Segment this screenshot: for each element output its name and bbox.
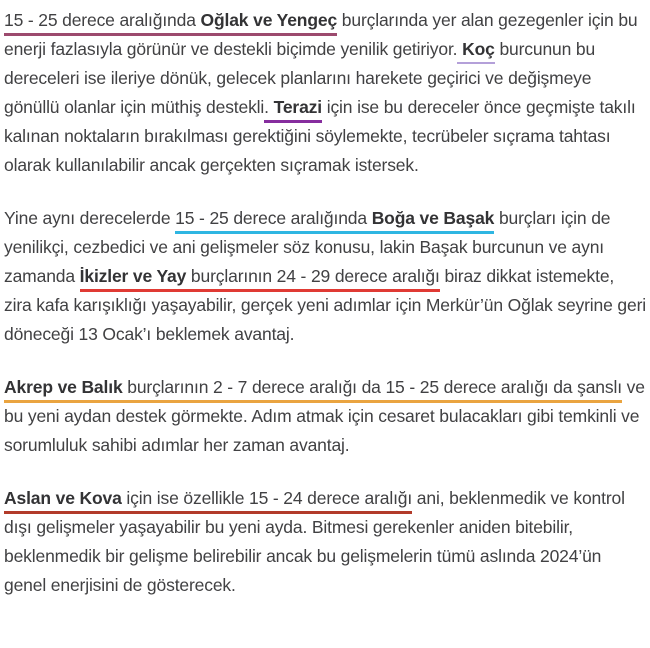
highlighted-text: burçlarının 24 - 29 derece aralığı: [186, 266, 440, 292]
article-body: [4, 6, 646, 600]
text-segment: ani, beklenmedik ve kontrol dışı gelişmeler yaşayabilir bu yeni ayda. Bitmesi gerekenler aniden bitebilir, beklenmedik bir gelişme belirebilir ancak bu gelişmelerin tümü aslında 2024’ün genel enerjisini de gösterecek.: [4, 488, 625, 595]
highlighted-text: için ise özellikle 15 - 24 derece aralığı: [122, 488, 412, 514]
highlighted-text: 15 - 25 derece aralığında: [4, 10, 201, 36]
text-segment: biraz dikkat istemekte, zira kafa karışıklığı yaşayabilir, gerçek yeni adımlar için Merkür’ün Oğlak seyrine geri döneceği 13 Ocak’ı beklemek avantaj.: [4, 266, 647, 344]
paragraph-1: [4, 6, 646, 180]
text-segment: ve bu yeni aydan destek görmekte. Adım atmak için cesaret bulacakları gibi temkinli ve sorumluluk sahibi adımlar her zaman avantaj.: [4, 377, 645, 455]
highlighted-text: burçlarının 2 - 7 derece aralığı da 15 - 25 derece aralığı da şanslı: [123, 377, 622, 403]
text-segment: Yine aynı derecelerde: [4, 208, 176, 228]
highlighted-text: 15 - 25 derece aralığında: [175, 208, 372, 234]
text-segment: için ise bu dereceler önce geçmişte takılı kalınan noktaların bırakılması gerektiğini söylemekte, tecrübeler sıçrama tahtası olarak kullanılabilir ancak gerçekten sıçramak istersek.: [4, 97, 636, 175]
highlighted-text: Koç: [462, 39, 495, 64]
paragraph-4: [4, 484, 646, 600]
highlighted-text: Akrep ve Balık: [4, 377, 123, 403]
text-segment: burçlarında yer alan gezegenler için bu enerji fazlasıyla görünür ve destekli biçimde yenilik getiriyor.: [4, 10, 638, 59]
paragraph-2: [4, 204, 646, 349]
text-segment: burçları için de yenilikçi, cezbedici ve ani gelişmeler söz konusu, lakin Başak burcunun ve aynı zamanda: [4, 208, 611, 286]
text-segment: burcunun bu dereceleri ise ileriye dönük, gelecek planlarını harekete geçirici ve değişmeye gönüllü olanlar için müthiş destekli: [4, 39, 596, 117]
highlighted-text: Boğa ve Başak: [372, 208, 495, 234]
highlighted-text: Terazi: [274, 97, 322, 123]
highlighted-text: Oğlak ve Yengeç: [201, 10, 338, 36]
highlighted-text: Aslan ve Kova: [4, 488, 122, 514]
highlighted-text: .: [264, 97, 273, 123]
paragraph-3: [4, 373, 646, 460]
highlighted-text: İkizler ve Yay: [80, 266, 187, 292]
